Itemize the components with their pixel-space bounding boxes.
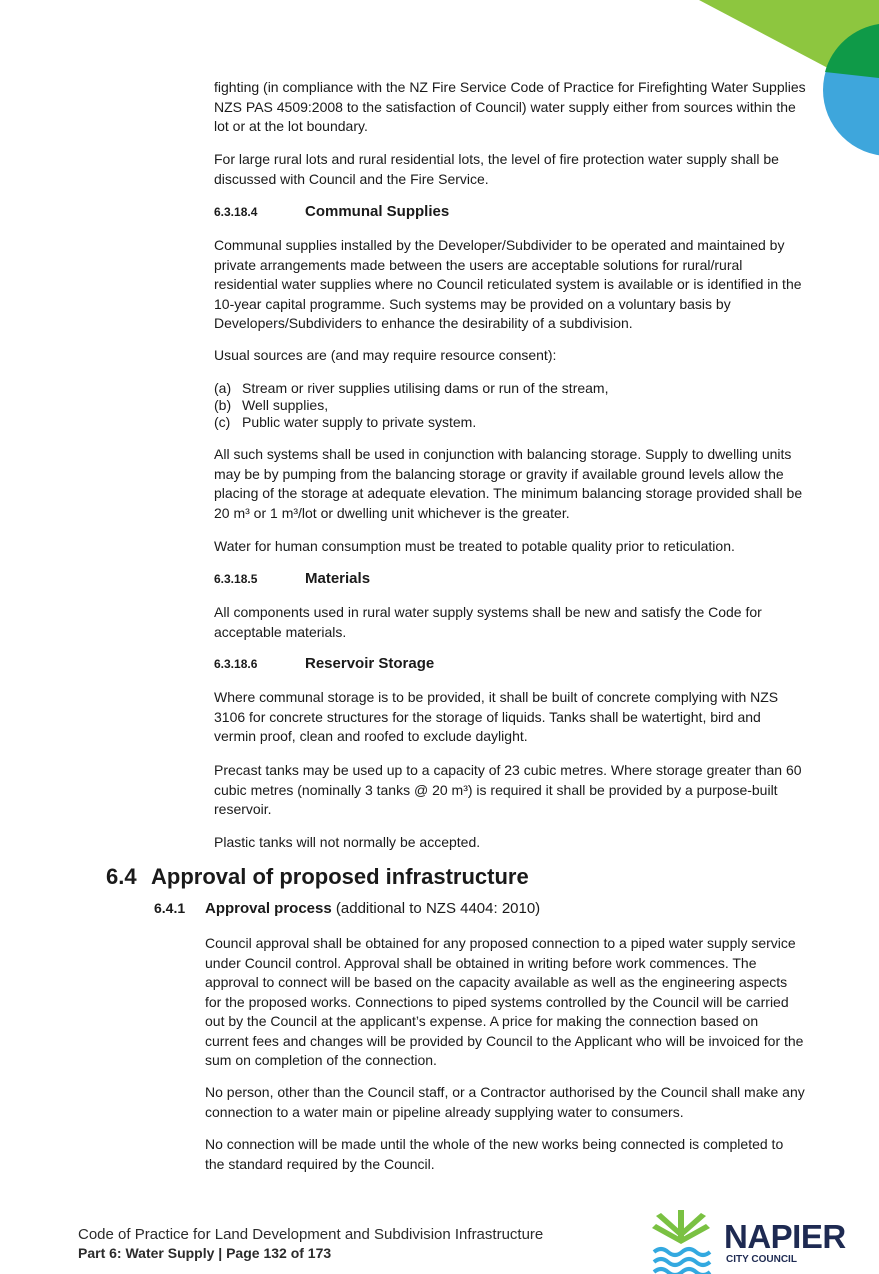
heading-title: Reservoir Storage	[305, 655, 435, 672]
approval-paragraph-1: Council approval shall be obtained for any proposed connection to a piped water supply service under Council control. Approval shall be obtained in writing before work commences. The approval to connect will be based on the capacity available as well as the engineering aspects for the proposed works. Connections to piped systems controlled by the Council will be carried out by the Council at the applicant’s expense. A price for making the connection based on current fees and changes will be provided by Council to the Applicant who will be invoiced for the sum on completion of the connection.	[205, 935, 804, 1068]
heading-6-4-1	[154, 900, 540, 917]
communal-paragraph-3: All such systems shall be used in conjunction with balancing storage. Supply to dwelling units may be by pumping from the balancing storage or gravity if available ground levels allow the placing of the storage at adequate elevation. The minimum balancing storage provided shall be 20 m³ or 1 m³/lot or dwelling unit whichever is the greater.	[214, 446, 803, 521]
reservoir-paragraph-2: Precast tanks may be used up to a capacity of 23 cubic metres. Where storage greater than 60 cubic metres (nominally 3 tanks @ 20 m³) is required it shall be provided by a purpose-built reservoir.	[214, 762, 802, 817]
heading-number: 6.3.18.5	[214, 572, 258, 586]
logo-mark-icon	[650, 1208, 714, 1274]
heading-number: 6.3.18.4	[214, 205, 258, 219]
logo-name: NAPIER	[724, 1218, 846, 1255]
communal-paragraph-1: Communal supplies installed by the Developer/Subdivider to be operated and maintained by private arrangements made between the users are acceptable solutions for rural/rural residential water supplies where no Council reticulated system is available or is identified in the 10-year capital programme. Such systems may be provided on a voluntary basis by Developers/Subdividers to enhance the desirability of a subdivision.	[214, 237, 802, 331]
intro-paragraph-1: fighting (in compliance with the NZ Fire Service Code of Practice for Firefighting Water Supplies NZS PAS 4509:2008 to the satisfaction of Council) water supply either from sources within the lot or at the lot boundary.	[214, 79, 806, 134]
heading-number: 6.4.1	[154, 900, 186, 916]
heading-6-4	[106, 864, 529, 890]
heading-number: 6.4	[106, 864, 137, 889]
list-item	[214, 414, 806, 431]
page-footer	[78, 1226, 543, 1262]
heading-6-3-18-6	[214, 655, 434, 672]
list-marker: (b)	[214, 397, 232, 413]
heading-number: 6.3.18.6	[214, 657, 258, 671]
communal-paragraph-2: Usual sources are (and may require resource consent):	[214, 347, 557, 363]
heading-title: Approval process	[205, 900, 332, 917]
heading-6-3-18-4	[214, 203, 449, 220]
heading-title: Approval of proposed infrastructure	[151, 864, 529, 889]
reservoir-paragraph-1: Where communal storage is to be provided, it shall be built of concrete complying with NZS 3106 for concrete structures for the storage of liquids. Tanks shall be watertight, bird and vermin proof, clean and roofed to exclude daylight.	[214, 689, 779, 744]
materials-paragraph-1: All components used in rural water supply systems shall be new and satisfy the Code for acceptable materials.	[214, 604, 762, 640]
approval-paragraph-3: No connection will be made until the whole of the new works being connected is completed to the standard required by the Council.	[205, 1136, 784, 1172]
list-marker: (c)	[214, 414, 231, 430]
communal-paragraph-4: Water for human consumption must be treated to potable quality prior to reticulation.	[214, 538, 735, 554]
intro-paragraph-2: For large rural lots and rural residential lots, the level of fire protection water supply shall be discussed with Council and the Fire Service.	[214, 151, 779, 187]
footer-document-title: Code of Practice for Land Development and Subdivision Infrastructure	[78, 1226, 544, 1243]
sources-list	[214, 380, 806, 431]
list-text: Public water supply to private system.	[242, 414, 477, 430]
approval-paragraph-2: No person, other than the Council staff, or a Contractor authorised by the Council shall make any connection to a water main or pipeline already supplying water to consumers.	[205, 1084, 805, 1120]
logo-subtitle: CITY COUNCIL	[726, 1254, 797, 1265]
reservoir-paragraph-3: Plastic tanks will not normally be accepted.	[214, 834, 481, 850]
heading-6-3-18-5	[214, 570, 370, 587]
list-marker: (a)	[214, 380, 232, 396]
list-item	[214, 397, 806, 414]
heading-title: Materials	[305, 570, 371, 587]
napier-logo	[650, 1208, 850, 1274]
list-text: Stream or river supplies utilising dams or run of the stream,	[242, 380, 609, 396]
heading-title: Communal Supplies	[305, 203, 450, 220]
list-text: Well supplies,	[242, 397, 329, 413]
heading-suffix: (additional to NZS 4404: 2010)	[331, 900, 541, 917]
footer-page-info: Part 6: Water Supply | Page 132 of 173	[78, 1245, 332, 1261]
list-item	[214, 380, 806, 397]
